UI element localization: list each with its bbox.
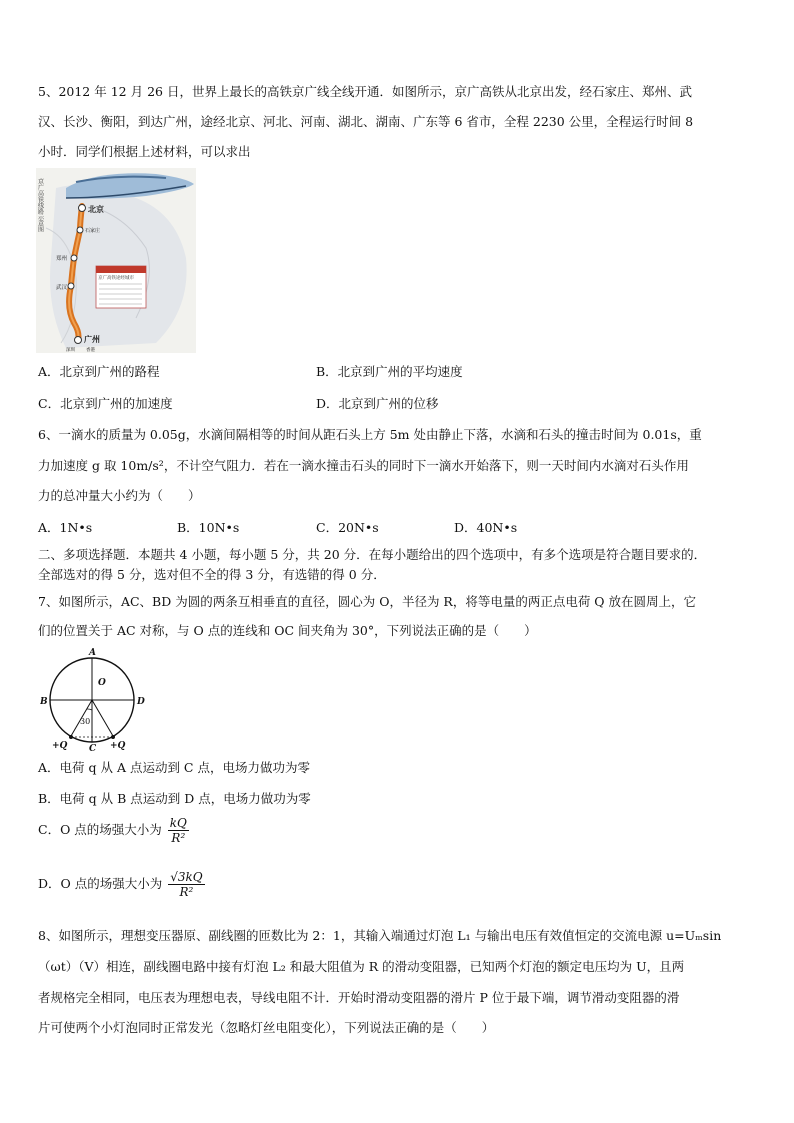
q7-option-c-denominator: R² [171,831,186,845]
map-city-hongkong: 香港 [86,348,95,353]
map-info-box-title: 京广高铁途经城市 [98,276,134,281]
q6-option-b[interactable]: B．10N•s [177,520,240,535]
q7-option-d-denominator: R² [179,885,194,899]
q7-label-a: A [89,648,96,658]
q5-option-b[interactable]: B．北京到广州的平均速度 [316,364,463,379]
q6-stem-line-1: 6、一滴水的质量为 0.05g，水滴间隔相等的时间从距石头上方 5m 处由静止下落，水滴和石头的撞击时间为 0.01s，重 [38,427,702,442]
q7-option-b[interactable]: B．电荷 q 从 B 点运动到 D 点，电场力做功为零 [38,791,311,806]
map-city-shijiazhuang: 石家庄 [85,228,101,234]
q7-label-angle: 30 [80,717,91,726]
q7-stem-line-2: 们的位置关于 AC 对称，与 O 点的连线和 OC 间夹角为 30°，下列说法正确的是（ ） [38,623,537,638]
q8-stem-line-1: 8、如图所示，理想变压器原、副线圈的匝数比为 2：1，其输入端通过灯泡 L₁ 与输出电压有效值恒定的交流电源 u=Uₘsin [38,928,722,943]
q7-charge-right-dot [111,735,115,739]
map-city-zhengzhou: 郑州 [56,256,68,262]
q7-label-charge-left: +Q [52,741,68,751]
q7-label-b: B [40,697,48,707]
section2-heading-line-2: 全部选对的得 5 分，选对但不全的得 3 分，有选错的得 0 分． [38,567,386,582]
q7-option-c-numerator: kQ [169,816,187,830]
q6-stem-line-2: 力加速度 g 取 10m/s²，不计空气阻力．若在一滴水撞击石头的同时下一滴水开始落下，则一天时间内水滴对石头作用 [38,458,689,473]
q8-stem-line-4: 片可使两个小灯泡同时正常发光（忽略灯丝电阻变化），下列说法正确的是（ ） [38,1020,495,1035]
map-city-beijing: 北京 [88,205,104,214]
q5-stem-line-3: 小时．同学们根据上述材料，可以求出 [38,144,251,159]
q7-label-charge-right: +Q [110,741,126,751]
q5-option-d[interactable]: D．北京到广州的位移 [316,396,439,411]
q7-stem-line-1: 7、如图所示，AC、BD 为圆的两条互相垂直的直径，圆心为 O，半径为 R，将等电量的两正点电荷 Q 放在圆周上，它 [38,594,697,609]
q7-charge-left-dot [69,735,73,739]
section2-heading-line-1: 二、多项选择题．本题共 4 小题，每小题 5 分，共 20 分．在每小题给出的四个选项中，有多个选项是符合题目要求的． [38,547,707,562]
q7-option-d[interactable] [38,870,205,899]
q6-stem-line-3: 力的总冲量大小约为（ ） [38,488,201,503]
q7-circle-diagram [40,645,155,755]
map-city-shenzhen: 深圳 [66,348,75,353]
q7-label-d: D [137,697,145,707]
q7-option-d-prefix: D．O 点的场强大小为 [38,876,163,891]
q7-label-o: O [98,678,106,688]
q7-option-c-prefix: C．O 点的场强大小为 [38,822,162,837]
q7-option-d-fraction [168,870,204,899]
q6-option-a[interactable]: A．1N•s [38,520,93,535]
q5-stem-line-1: 5、2012 年 12 月 26 日，世界上最长的高铁京广线全线开通．如图所示，京广高铁从北京出发，经石家庄、郑州、武 [38,84,692,99]
q5-stem-line-2: 汉、长沙、衡阳，到达广州，途经北京、河北、河南、湖北、湖南、广东等 6 省市，全程 2230 公里，全程运行时间 8 [38,114,694,129]
q7-label-c: C [89,744,97,754]
q6-option-c[interactable]: C．20N•s [316,520,379,535]
map-vertical-title: 京广高铁线路示意图 [36,178,44,232]
q8-stem-line-2: （ωt）（V）相连，副线圈电路中接有灯泡 L₂ 和最大阻值为 R 的滑动变阻器，已知两个灯泡的额定电压均为 U，且两 [38,959,685,974]
q5-option-a[interactable]: A．北京到广州的路程 [38,364,160,379]
map-city-wuhan: 武汉 [56,285,68,291]
beijing-guangzhou-railway-map [36,168,196,353]
q7-option-c[interactable] [38,816,189,845]
q7-option-d-numerator: √3kQ [170,870,203,884]
q8-stem-line-3: 者规格完全相同，电压表为理想电表，导线电阻不计．开始时滑动变阻器的滑片 P 位于最下端，调节滑动变阻器的滑 [38,990,680,1005]
q5-option-c[interactable]: C．北京到广州的加速度 [38,396,173,411]
q6-option-d[interactable]: D．40N•s [454,520,518,535]
q7-option-a[interactable]: A．电荷 q 从 A 点运动到 C 点，电场力做功为零 [38,760,310,775]
map-city-guangzhou: 广州 [84,335,100,344]
q7-option-c-fraction [168,816,189,845]
